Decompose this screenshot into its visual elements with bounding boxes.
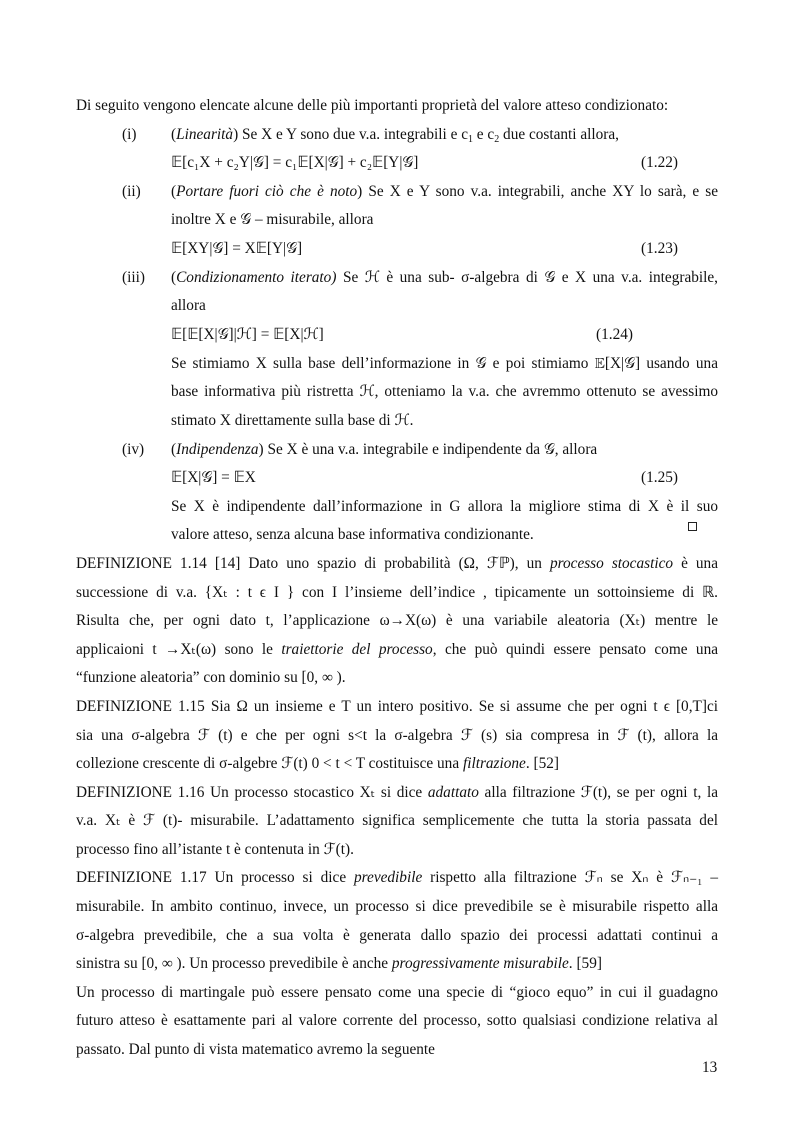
def-1-14-line1: DEFINIZIONE 1.14 [14] Dato uno spazio di probabilità (Ω, ℱℙ), un processo stocastico è una [76, 555, 718, 572]
def-1-17-line2: misurabile. In ambito continuo, invece, un processo si dice prevedibile se è misurabile rispetto alla [76, 898, 718, 915]
item-label-i: (i) [122, 126, 137, 143]
item-label-iv: (iv) [122, 441, 145, 458]
item-text-iii: (Condizionamento iterato) Se ℋ è una sub- σ-algebra di 𝒢 e X una v.a. integrabile, [171, 269, 718, 286]
formula-1-23: 𝔼[XY|𝒢] = X𝔼[Y|𝒢] [171, 240, 303, 257]
martingale-line2: futuro atteso è esattamente pari al valore corrente del processo, sotto qualsiasi condizione relativa al [76, 1012, 718, 1029]
item-label-ii: (ii) [122, 183, 141, 200]
equation-number-1-25: (1.25) [641, 469, 678, 486]
item-iv-explanation-1: Se X è indipendente dall’informazione in G allora la migliore stima di X è il suo [171, 498, 718, 515]
item-title-ii: Portare fuori ciò che è noto [176, 183, 358, 200]
formula-1-25: 𝔼[X|𝒢] = 𝔼X [171, 469, 256, 486]
def-1-17-line4: sinistra su [0, ∞ ). Un processo prevedibile è anche progressivamente misurabile. [59] [76, 955, 602, 972]
item-label-iii: (iii) [122, 269, 145, 286]
formula-1-24: 𝔼[𝔼[X|𝒢]|ℋ] = 𝔼[X|ℋ] [171, 326, 324, 343]
item-title-iv: Indipendenza [176, 441, 259, 458]
intro-text: Di seguito vengono elencate alcune delle più importanti proprietà del valore atteso condizionato: [76, 97, 669, 114]
item-title-iii: Condizionamento iterato) [176, 269, 337, 286]
def-1-15-line1: DEFINIZIONE 1.15 Sia Ω un insieme e T un intero positivo. Se si assume che per ogni t ϵ [0,T]ci [76, 698, 718, 715]
item-title-i: Linearità [176, 126, 234, 143]
def-1-15-line3: collezione crescente di σ-algebre ℱ(t) 0 < t < T costituisce una filtrazione. [52] [76, 755, 559, 772]
def-1-14-line2: successione di v.a. {Xₜ : t ϵ I } con I l’insieme dell’indice , tipicamente un sottoinsieme di ℝ. [76, 584, 718, 601]
item-text-ii-line2: inoltre X e 𝒢 – misurabile, allora [171, 211, 374, 228]
martingale-line1: Un processo di martingale può essere pensato come una specie di “gioco equo” in cui il guadagno [76, 984, 718, 1001]
item-text-iii-line2: allora [171, 297, 206, 314]
def-1-16-line3: processo fino all’istante t è contenuta in ℱ(t). [76, 841, 354, 858]
item-text-i: (Linearità) Se X e Y sono due v.a. integrabili e $c_1$ e $c_2$ due costanti allora, [171, 126, 620, 145]
def-1-14-line5: “funzione aleatoria” con dominio su [0, ∞ ). [76, 669, 346, 686]
formula-1-22: 𝔼[c₁X + c₂Y|𝒢] = c₁𝔼[X|𝒢] + c₂𝔼[Y|𝒢] [171, 154, 419, 171]
martingale-line3: passato. Dal punto di vista matematico avremo la seguente [76, 1041, 435, 1058]
def-1-14-line3: Risulta che, per ogni dato t, l’applicazione ω→X(ω) è una variabile aleatoria (Xₜ) mentre le [76, 612, 718, 629]
def-1-17-line3: σ-algebra prevedibile, che a sua volta è generata dallo spazio dei processi adattati continui a [76, 927, 718, 944]
def-1-16-line2: v.a. Xₜ è ℱ (t)- misurabile. L’adattamento significa semplicemente che tutta la storia passata del [76, 812, 718, 829]
equation-number-1-23: (1.23) [641, 240, 678, 257]
item-text-iv: (Indipendenza) Se X è una v.a. integrabile e indipendente da 𝒢, allora [171, 441, 598, 458]
page-number: 13 [702, 1059, 718, 1076]
def-1-16-line1: DEFINIZIONE 1.16 Un processo stocastico Xₜ si dice adattato alla filtrazione ℱ(t), se per ogni t, la [76, 784, 718, 801]
def-1-17-line1: DEFINIZIONE 1.17 Un processo si dice prevedibile rispetto alla filtrazione ℱₙ se Xₙ è ℱₙ₋₁ – [76, 869, 719, 886]
equation-number-1-22: (1.22) [641, 154, 678, 171]
equation-number-1-24: (1.24) [596, 326, 633, 343]
item-iv-explanation-2: valore atteso, senza alcuna base informativa condizionante. [171, 526, 534, 543]
def-1-14-line4: applicaioni t →Xₜ(ω) sono le traiettorie del processo, che può quindi essere pensato come una [76, 641, 719, 658]
item-iii-explanation-3: stimato X direttamente sulla base di ℋ. [171, 412, 414, 429]
def-1-15-line2: sia una σ-algebra ℱ (t) e che per ogni s<t la σ-algebra ℱ (s) sia compresa in ℱ (t), allora la [76, 727, 718, 744]
item-iii-explanation-1: Se stimiamo X sulla base dell’informazione in 𝒢 e poi stimiamo 𝔼[X|𝒢] usando una [171, 355, 718, 372]
end-of-proof-square-icon [688, 522, 697, 531]
item-text-ii: (Portare fuori ciò che è noto) Se X e Y sono v.a. integrabili, anche XY lo sarà, e se [171, 183, 718, 200]
item-iii-explanation-2: base informativa più ristretta ℋ, otteniamo la v.a. che avremmo ottenuto se avessimo [171, 383, 718, 400]
